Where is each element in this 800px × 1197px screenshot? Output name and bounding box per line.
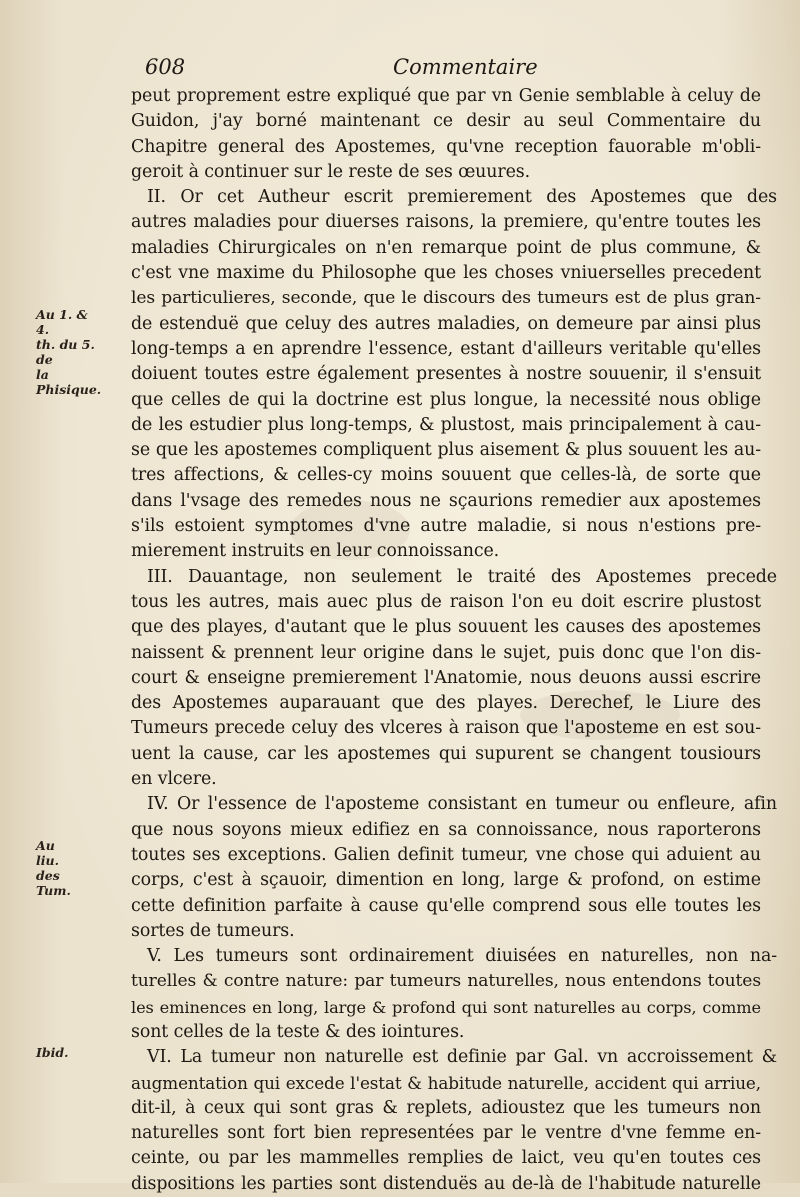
text-line: dispositions les parties sont distenduës au de-là de l'habitude naturelle bbox=[131, 1173, 761, 1194]
margin-note bbox=[36, 1045, 68, 1060]
text-line: maladies Chirurgicales on n'en remarque point de plus commune, & bbox=[131, 237, 761, 258]
text-line: de estenduë que celuy des autres maladies, on demeure par ainsi plus bbox=[131, 313, 761, 334]
margin-note-line: Tum. bbox=[36, 883, 71, 898]
text-line: ceinte, ou par les mammelles remplies de laict, veu qu'en toutes ces bbox=[131, 1148, 761, 1169]
text-line: court & enseigne premierement l'Anatomie, nous deuons aussi escrire bbox=[131, 667, 761, 688]
text-line: long-temps a en aprendre l'essence, estant d'ailleurs veritable qu'elles bbox=[131, 338, 761, 359]
text-line: mierement instruits en leur connoissance. bbox=[131, 541, 500, 562]
text-line: sont celles de la teste & des iointures. bbox=[131, 1021, 465, 1042]
text-line: se que les apostemes compliquent plus aisement & plus souuent les au- bbox=[131, 440, 761, 461]
text-line: les eminences en long, large & profond qui sont naturelles au corps, comme bbox=[131, 997, 761, 1017]
text-line: geroit à continuer sur le reste de ses œuures. bbox=[131, 161, 531, 182]
text-line: Tumeurs precede celuy des vlceres à raison que l'aposteme en est sou- bbox=[131, 718, 761, 739]
margin-note-line: Au 1. & 4. bbox=[36, 307, 88, 337]
text-line: peut proprement estre expliqué que par vn Genie semblable à celuy de bbox=[131, 86, 761, 106]
text-line: Guidon, j'ay borné maintenant ce desir au seul Commentaire du bbox=[131, 111, 761, 132]
running-title: Commentaire bbox=[393, 55, 538, 79]
text-line: en vlcere. bbox=[131, 769, 217, 790]
text-line: uent la cause, car les apostemes qui supurent se changent tousiours bbox=[131, 743, 761, 764]
paragraph-start-line: V. Les tumeurs sont ordinairement diuisées en naturelles, non na- bbox=[147, 946, 777, 967]
text-line: autres maladies pour diuerses raisons, la premiere, qu'entre toutes les bbox=[131, 212, 761, 233]
text-line: que nous soyons mieux edifiez en sa connoissance, nous raporterons bbox=[131, 819, 761, 840]
margin-note-line: la Phisique. bbox=[36, 367, 102, 397]
paragraph-start-line: II. Or cet Autheur escrit premierement des Apostemes que des bbox=[147, 187, 777, 208]
text-line: toutes ses exceptions. Galien definit tumeur, vne chose qui aduient au bbox=[131, 844, 761, 865]
text-line: que des playes, d'autant que le plus souuent les causes des apostemes bbox=[131, 617, 761, 638]
page-number: 608 bbox=[145, 55, 186, 79]
text-line: s'ils estoient symptomes d'vne autre maladie, si nous n'estions pre- bbox=[131, 516, 761, 537]
margin-note bbox=[36, 307, 101, 397]
text-line: cette definition parfaite à cause qu'elle comprend sous elle toutes les bbox=[131, 895, 761, 916]
text-line: de les estudier plus long-temps, & plustost, mais principalement à cau- bbox=[131, 414, 761, 435]
text-line: les particulieres, seconde, que le discours des tumeurs est de plus gran- bbox=[131, 288, 761, 309]
text-line: naturelles sont fort bien representées par le ventre d'vne femme en- bbox=[131, 1123, 761, 1144]
paragraph-start-line: IV. Or l'essence de l'aposteme consistant en tumeur ou enfleure, afin bbox=[147, 794, 777, 815]
text-line: turelles & contre nature: par tumeurs naturelles, nous entendons toutes bbox=[131, 971, 761, 992]
text-line: naissent & prennent leur origine dans le sujet, puis donc que l'on dis- bbox=[131, 642, 761, 663]
text-line: dit-il, à ceux qui sont gras & replets, adioustez que les tumeurs non bbox=[131, 1097, 761, 1118]
margin-note bbox=[36, 838, 71, 898]
margin-note-line: Ibid. bbox=[36, 1045, 69, 1060]
text-line: doiuent toutes estre également presentes à nostre souuenir, il s'ensuit bbox=[131, 364, 761, 385]
text-line: tres affections, & celles-cy moins souuent que celles-là, de sorte que bbox=[131, 465, 761, 486]
page-header bbox=[145, 55, 565, 87]
text-line: des Apostemes auparauant que des playes. Derechef, le Liure des bbox=[131, 693, 761, 714]
text-line: sortes de tumeurs. bbox=[131, 920, 295, 941]
paragraph-start-line: VI. La tumeur non naturelle est definie par Gal. vn accroissement & bbox=[147, 1047, 777, 1068]
text-line: que celles de qui la doctrine est plus longue, la necessité nous oblige bbox=[131, 389, 761, 410]
text-line: tous les autres, mais auec plus de raison l'on eu doit escrire plustost bbox=[131, 591, 761, 612]
margin-note-line: th. du 5. de bbox=[36, 337, 95, 367]
margin-note-line: Au liu. des bbox=[36, 838, 60, 883]
text-line: Chapitre general des Apostemes, qu'vne reception fauorable m'obli- bbox=[131, 136, 761, 157]
text-line: augmentation qui excede l'estat & habitude naturelle, accident qui arriue, bbox=[131, 1072, 761, 1093]
body-text bbox=[131, 84, 777, 1197]
text-line: c'est vne maxime du Philosophe que les choses vniuerselles precedent bbox=[131, 263, 761, 284]
paragraph-start-line: III. Dauantage, non seulement le traité des Apostemes precede bbox=[147, 566, 777, 587]
text-line: dans l'vsage des remedes nous ne sçaurions remedier aux apostemes bbox=[131, 490, 761, 511]
text-line: corps, c'est à sçauoir, dimention en long, large & profond, on estime bbox=[131, 870, 761, 891]
